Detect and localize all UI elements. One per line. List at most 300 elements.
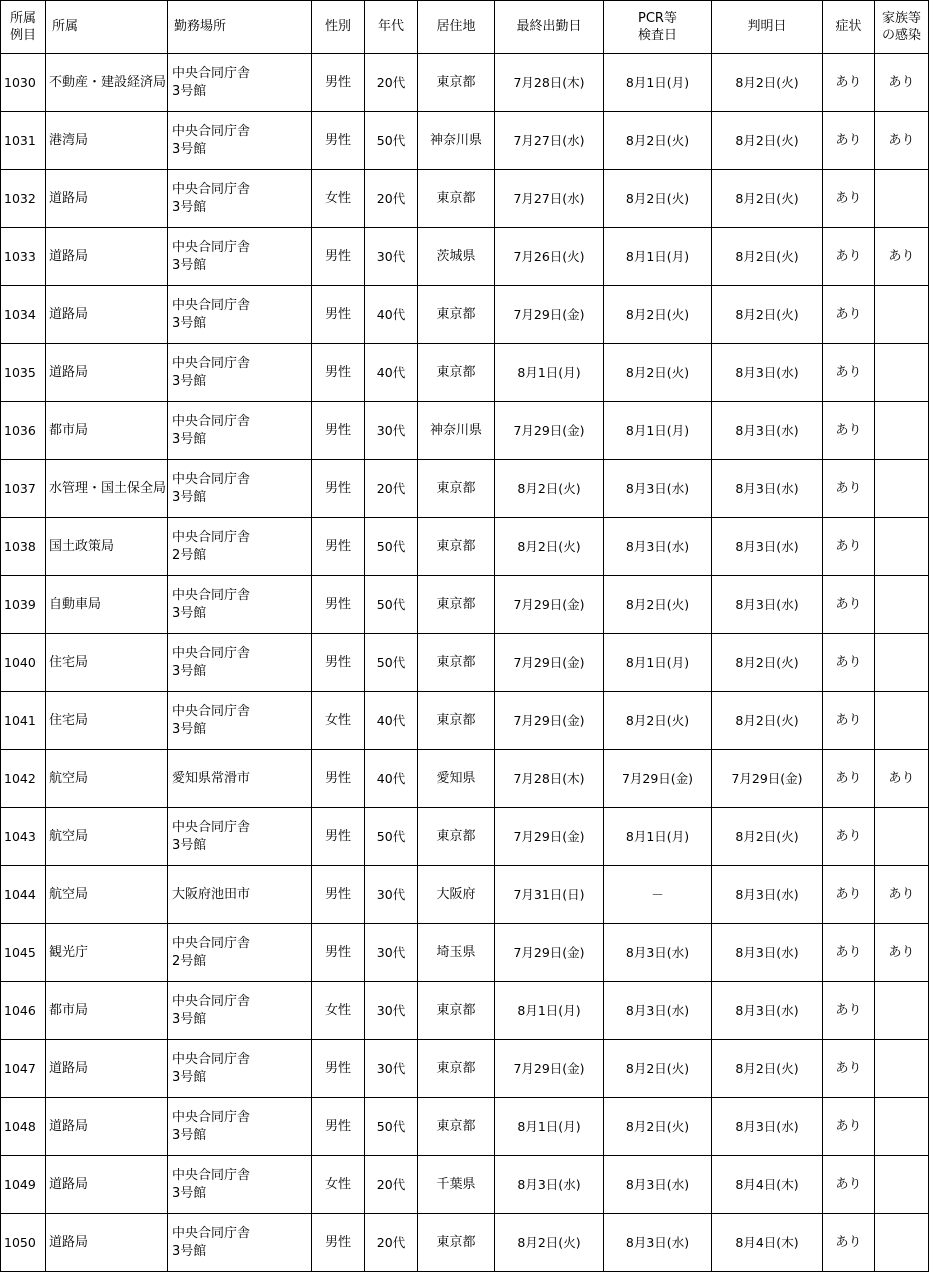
cell-id: 1050 [1,1214,46,1272]
cell-pcr: 8月3日(水) [604,982,712,1040]
cell-age: 20代 [365,170,418,228]
cell-confirmed: 8月2日(火) [712,54,823,112]
cell-confirmed: 8月3日(水) [712,982,823,1040]
cell-sex: 男性 [312,924,365,982]
cell-symptoms: あり [823,1214,875,1272]
cell-residence: 東京都 [418,1214,495,1272]
cell-sex: 男性 [312,866,365,924]
cell-id: 1043 [1,808,46,866]
cell-last-work: 7月31日(日) [495,866,604,924]
header-age: 年代 [365,1,418,54]
cell-last-work: 7月28日(木) [495,54,604,112]
cell-id: 1044 [1,866,46,924]
cell-family [875,982,929,1040]
cell-family [875,518,929,576]
cell-department: 観光庁 [46,924,168,982]
cell-sex: 男性 [312,1214,365,1272]
cell-workplace-line1: 中央合同庁舎 [172,645,251,661]
cell-symptoms: あり [823,634,875,692]
cell-family [875,286,929,344]
cell-id: 1037 [1,460,46,518]
cell-department: 道路局 [46,286,168,344]
cell-last-work: 8月2日(火) [495,518,604,576]
cell-workplace-line2: 3号館 [172,1011,207,1027]
table-row [1,924,929,982]
cell-department: 都市局 [46,982,168,1040]
cell-residence: 神奈川県 [418,402,495,460]
cell-workplace-line1: 中央合同庁舎 [172,65,251,81]
table-row [1,1214,929,1272]
cell-workplace-line2: 3号館 [172,315,207,331]
cell-workplace-line2: 3号館 [172,373,207,389]
cell-family [875,460,929,518]
cell-last-work: 8月1日(月) [495,1098,604,1156]
cell-department: 道路局 [46,228,168,286]
cell-sex: 男性 [312,1040,365,1098]
header-row [1,1,929,54]
header-workplace: 勤務場所 [168,1,312,54]
cell-confirmed: 8月3日(水) [712,402,823,460]
cell-confirmed: 8月3日(水) [712,924,823,982]
cell-department: 住宅局 [46,634,168,692]
cell-pcr: 8月2日(火) [604,112,712,170]
cell-workplace-line1: 中央合同庁舎 [172,471,251,487]
cell-workplace-line1: 中央合同庁舎 [172,413,251,429]
cell-id: 1049 [1,1156,46,1214]
cell-family [875,1214,929,1272]
cell-department: 道路局 [46,1040,168,1098]
cell-pcr: 8月1日(月) [604,634,712,692]
cell-residence: 東京都 [418,460,495,518]
cell-workplace-line2: 3号館 [172,141,207,157]
cell-last-work: 8月2日(火) [495,460,604,518]
cell-id: 1034 [1,286,46,344]
header-sex: 性別 [312,1,365,54]
cell-residence: 東京都 [418,518,495,576]
cell-workplace [168,750,312,808]
cell-id: 1035 [1,344,46,402]
cell-age: 50代 [365,518,418,576]
cell-age: 30代 [365,228,418,286]
cell-family: あり [875,750,929,808]
cell-workplace-line2: 2号館 [172,547,207,563]
cell-confirmed: 8月2日(火) [712,1040,823,1098]
cell-residence: 茨城県 [418,228,495,286]
cell-last-work: 7月29日(金) [495,808,604,866]
cell-department: 都市局 [46,402,168,460]
cell-last-work: 7月27日(水) [495,112,604,170]
table-header [1,1,929,54]
cell-age: 40代 [365,286,418,344]
cell-symptoms: あり [823,750,875,808]
cell-age: 30代 [365,982,418,1040]
cell-age: 30代 [365,924,418,982]
header-id-line2: 例目 [9,28,36,43]
cell-age: 40代 [365,692,418,750]
cell-sex: 女性 [312,692,365,750]
cell-department: 水管理・国土保全局 [46,460,168,518]
cell-workplace-line1: 中央合同庁舎 [172,1167,251,1183]
cell-pcr: 8月1日(月) [604,402,712,460]
cell-department: 航空局 [46,750,168,808]
cell-workplace-line1: 中央合同庁舎 [172,1109,251,1125]
cell-last-work: 7月29日(金) [495,286,604,344]
cell-workplace-line1: 中央合同庁舎 [172,993,251,1009]
cell-sex: 男性 [312,228,365,286]
cell-workplace [168,54,312,112]
cell-workplace-line2: 3号館 [172,837,207,853]
cell-sex: 男性 [312,808,365,866]
cell-department: 道路局 [46,1214,168,1272]
cell-family [875,344,929,402]
cell-sex: 女性 [312,982,365,1040]
cell-sex: 男性 [312,518,365,576]
cell-age: 20代 [365,1156,418,1214]
table-row [1,1098,929,1156]
cell-pcr: 8月3日(水) [604,1156,712,1214]
cell-workplace-line2: 2号館 [172,953,207,969]
table-row [1,344,929,402]
cell-family [875,1040,929,1098]
header-last-work: 最終出勤日 [495,1,604,54]
header-id-line1: 所属 [9,11,36,26]
cell-confirmed: 8月2日(火) [712,112,823,170]
header-family-line2: の感染 [881,28,921,43]
cell-sex: 女性 [312,170,365,228]
cell-pcr: 7月29日(金) [604,750,712,808]
cell-workplace [168,286,312,344]
header-department: 所属 [46,1,168,54]
cell-workplace [168,1040,312,1098]
cell-last-work: 7月29日(金) [495,924,604,982]
cell-family [875,170,929,228]
cell-workplace [168,228,312,286]
header-confirmed: 判明日 [712,1,823,54]
cell-id: 1030 [1,54,46,112]
cell-pcr: 8月3日(水) [604,1214,712,1272]
cell-id: 1046 [1,982,46,1040]
cell-family [875,1156,929,1214]
table-row [1,808,929,866]
table-row [1,170,929,228]
cell-age: 20代 [365,54,418,112]
cell-residence: 東京都 [418,54,495,112]
table-row [1,692,929,750]
table-row [1,1156,929,1214]
cell-pcr: 8月1日(月) [604,808,712,866]
cell-last-work: 7月28日(木) [495,750,604,808]
cell-age: 20代 [365,460,418,518]
cell-symptoms: あり [823,1040,875,1098]
cell-confirmed: 8月2日(火) [712,228,823,286]
cell-symptoms: あり [823,344,875,402]
cell-id: 1033 [1,228,46,286]
cell-last-work: 7月29日(金) [495,402,604,460]
cell-residence: 東京都 [418,808,495,866]
cell-confirmed: 8月4日(木) [712,1214,823,1272]
table-row [1,866,929,924]
header-pcr-line1: PCR等 [638,11,677,26]
header-family [875,1,929,54]
cell-workplace-line2: 3号館 [172,1069,207,1085]
cell-sex: 男性 [312,344,365,402]
cell-last-work: 8月2日(火) [495,1214,604,1272]
cell-residence: 東京都 [418,576,495,634]
cell-age: 50代 [365,1098,418,1156]
cell-confirmed: 8月3日(水) [712,1098,823,1156]
cell-workplace-line1: 中央合同庁舎 [172,181,251,197]
cell-symptoms: あり [823,576,875,634]
cell-workplace-line2: 3号館 [172,83,207,99]
cell-symptoms: あり [823,170,875,228]
table-row [1,576,929,634]
cell-symptoms: あり [823,808,875,866]
cell-confirmed: 8月3日(水) [712,518,823,576]
cell-workplace [168,112,312,170]
cell-age: 50代 [365,808,418,866]
cell-pcr: 8月2日(火) [604,286,712,344]
cell-sex: 男性 [312,634,365,692]
cell-pcr: 8月2日(火) [604,1040,712,1098]
cell-pcr: 8月3日(水) [604,460,712,518]
cell-pcr: 8月1日(月) [604,54,712,112]
cell-workplace-line2: 3号館 [172,199,207,215]
cell-confirmed: 8月3日(水) [712,344,823,402]
cell-id: 1031 [1,112,46,170]
cell-symptoms: あり [823,112,875,170]
cell-sex: 男性 [312,286,365,344]
cell-residence: 東京都 [418,286,495,344]
cell-workplace [168,866,312,924]
cell-residence: 愛知県 [418,750,495,808]
cell-workplace-line2: 3号館 [172,1185,207,1201]
cell-symptoms: あり [823,1098,875,1156]
cell-family: あり [875,54,929,112]
cell-workplace-line1: 中央合同庁舎 [172,355,251,371]
table-row [1,1040,929,1098]
table-row [1,518,929,576]
table-row [1,54,929,112]
cell-age: 40代 [365,344,418,402]
cell-workplace [168,1214,312,1272]
cell-family [875,808,929,866]
cell-workplace [168,402,312,460]
cell-confirmed: 8月2日(火) [712,634,823,692]
cell-pcr: － [604,866,712,924]
cell-department: 不動産・建設経済局 [46,54,168,112]
cell-confirmed: 8月3日(水) [712,866,823,924]
cell-department: 道路局 [46,1098,168,1156]
cell-last-work: 7月26日(火) [495,228,604,286]
cell-workplace-line1: 中央合同庁舎 [172,587,251,603]
cell-pcr: 8月3日(水) [604,924,712,982]
cell-residence: 大阪府 [418,866,495,924]
cell-workplace-line2: 3号館 [172,431,207,447]
cell-id: 1036 [1,402,46,460]
cell-workplace [168,634,312,692]
cell-age: 30代 [365,866,418,924]
table-row [1,228,929,286]
cell-workplace-line1: 中央合同庁舎 [172,1225,251,1241]
cell-department: 道路局 [46,170,168,228]
cell-department: 道路局 [46,1156,168,1214]
cell-age: 30代 [365,402,418,460]
cell-residence: 東京都 [418,1040,495,1098]
table-row [1,982,929,1040]
cell-pcr: 8月2日(火) [604,576,712,634]
cell-age: 20代 [365,1214,418,1272]
cell-age: 50代 [365,112,418,170]
cell-last-work: 7月29日(金) [495,634,604,692]
cell-last-work: 7月29日(金) [495,1040,604,1098]
cell-residence: 千葉県 [418,1156,495,1214]
header-id [1,1,46,54]
cell-id: 1047 [1,1040,46,1098]
cell-confirmed: 8月2日(火) [712,286,823,344]
cell-symptoms: あり [823,460,875,518]
table-row [1,286,929,344]
cell-family: あり [875,866,929,924]
cell-workplace-line1: 中央合同庁舎 [172,703,251,719]
cell-workplace-line2: 3号館 [172,663,207,679]
cell-pcr: 8月2日(火) [604,1098,712,1156]
cell-residence: 東京都 [418,692,495,750]
cell-residence: 東京都 [418,982,495,1040]
cell-last-work: 7月29日(金) [495,692,604,750]
cell-sex: 男性 [312,750,365,808]
cell-pcr: 8月1日(月) [604,228,712,286]
cell-department: 住宅局 [46,692,168,750]
cell-age: 40代 [365,750,418,808]
cell-workplace [168,460,312,518]
cell-workplace-line1: 大阪府池田市 [172,886,251,902]
cell-workplace [168,982,312,1040]
header-pcr-line2: 検査日 [637,28,677,43]
cell-age: 30代 [365,1040,418,1098]
cell-family [875,576,929,634]
cell-workplace-line2: 3号館 [172,721,207,737]
cell-confirmed: 8月3日(水) [712,576,823,634]
cell-workplace-line1: 中央合同庁舎 [172,123,251,139]
cell-symptoms: あり [823,228,875,286]
cell-workplace [168,1098,312,1156]
cell-symptoms: あり [823,518,875,576]
cell-workplace-line1: 中央合同庁舎 [172,297,251,313]
cell-department: 航空局 [46,808,168,866]
cell-id: 1040 [1,634,46,692]
cell-workplace-line2: 3号館 [172,605,207,621]
table-row [1,634,929,692]
cell-workplace [168,576,312,634]
cell-workplace [168,1156,312,1214]
cell-workplace-line1: 中央合同庁舎 [172,239,251,255]
cell-last-work: 8月3日(水) [495,1156,604,1214]
header-family-line1: 家族等 [881,11,921,26]
cell-id: 1042 [1,750,46,808]
cell-family [875,402,929,460]
cell-confirmed: 7月29日(金) [712,750,823,808]
cell-family [875,634,929,692]
cell-symptoms: あり [823,54,875,112]
cell-residence: 東京都 [418,1098,495,1156]
cell-sex: 男性 [312,54,365,112]
cell-workplace [168,692,312,750]
cell-symptoms: あり [823,1156,875,1214]
cell-workplace-line1: 中央合同庁舎 [172,1051,251,1067]
cell-confirmed: 8月2日(火) [712,808,823,866]
cell-workplace [168,518,312,576]
cell-pcr: 8月2日(火) [604,344,712,402]
cell-workplace-line2: 3号館 [172,1243,207,1259]
cell-residence: 東京都 [418,344,495,402]
cell-workplace-line1: 愛知県常滑市 [172,770,251,786]
cell-workplace [168,924,312,982]
cell-workplace-line2: 3号館 [172,489,207,505]
cell-residence: 東京都 [418,634,495,692]
cell-id: 1039 [1,576,46,634]
table-row [1,402,929,460]
table-body [1,54,929,1272]
cell-confirmed: 8月3日(水) [712,460,823,518]
cell-family: あり [875,924,929,982]
cell-age: 50代 [365,634,418,692]
cell-family: あり [875,112,929,170]
cell-workplace [168,808,312,866]
cell-residence: 神奈川県 [418,112,495,170]
table-row [1,460,929,518]
cell-sex: 女性 [312,1156,365,1214]
header-symptoms: 症状 [823,1,875,54]
table-row [1,750,929,808]
cell-last-work: 8月1日(月) [495,982,604,1040]
cell-id: 1045 [1,924,46,982]
cell-department: 道路局 [46,344,168,402]
cell-symptoms: あり [823,982,875,1040]
cell-confirmed: 8月2日(火) [712,692,823,750]
cell-symptoms: あり [823,402,875,460]
cell-workplace-line1: 中央合同庁舎 [172,935,251,951]
cell-pcr: 8月2日(火) [604,170,712,228]
cell-workplace [168,170,312,228]
cell-confirmed: 8月4日(木) [712,1156,823,1214]
cell-workplace-line2: 3号館 [172,257,207,273]
cell-workplace-line1: 中央合同庁舎 [172,529,251,545]
cell-id: 1032 [1,170,46,228]
cell-symptoms: あり [823,924,875,982]
cell-workplace [168,344,312,402]
cell-symptoms: あり [823,692,875,750]
cell-symptoms: あり [823,286,875,344]
cell-pcr: 8月3日(水) [604,518,712,576]
cell-sex: 男性 [312,1098,365,1156]
cell-sex: 男性 [312,402,365,460]
cell-department: 自動車局 [46,576,168,634]
header-residence: 居住地 [418,1,495,54]
cell-department: 国土政策局 [46,518,168,576]
table-row [1,112,929,170]
cell-id: 1038 [1,518,46,576]
cell-age: 50代 [365,576,418,634]
cell-sex: 男性 [312,460,365,518]
cell-sex: 男性 [312,576,365,634]
cell-department: 航空局 [46,866,168,924]
cell-id: 1048 [1,1098,46,1156]
header-pcr [604,1,712,54]
cell-family: あり [875,228,929,286]
cell-workplace-line2: 3号館 [172,1127,207,1143]
cell-last-work: 7月29日(金) [495,576,604,634]
cell-last-work: 7月27日(水) [495,170,604,228]
